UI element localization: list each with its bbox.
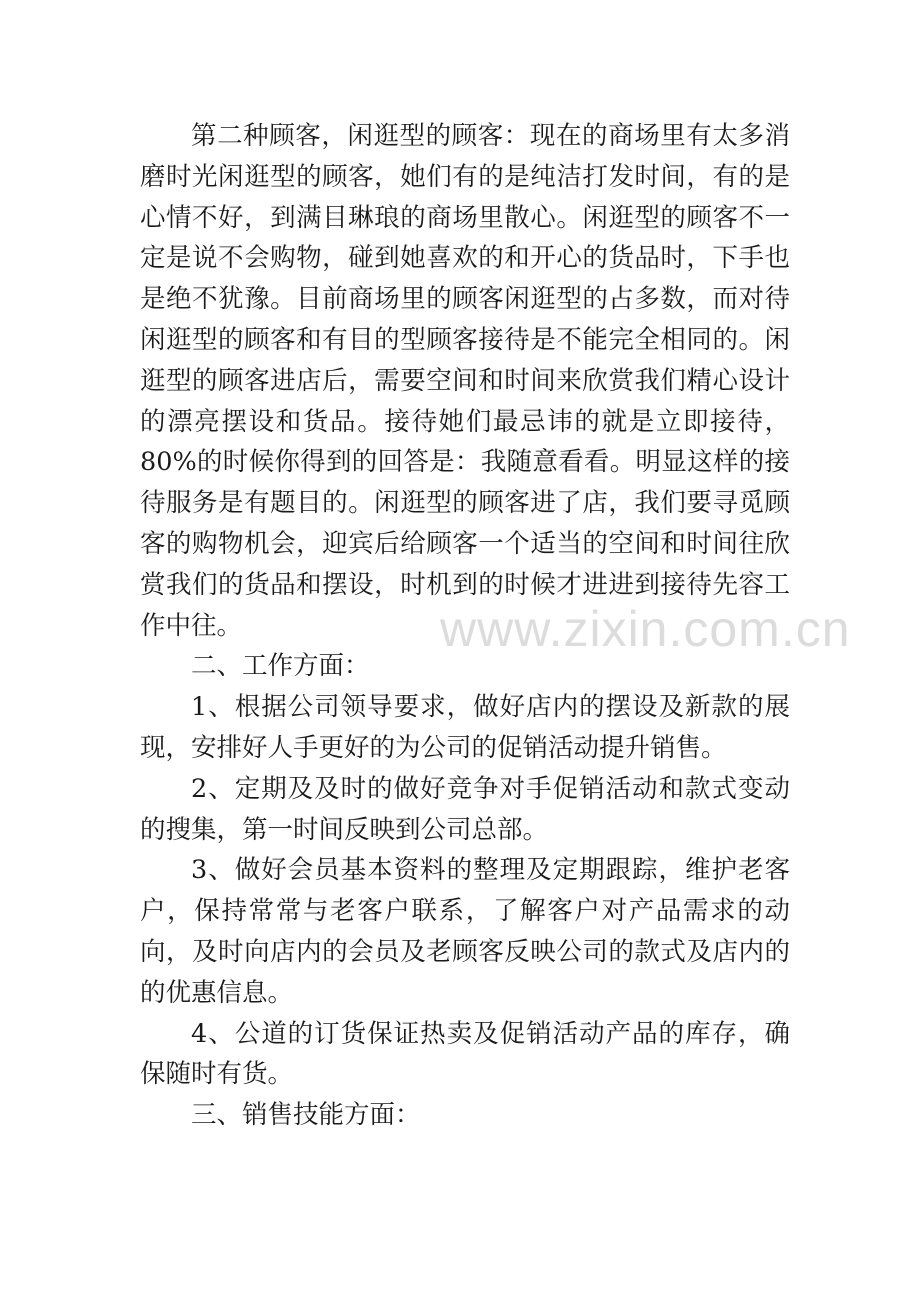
list-item-2: 2、定期及及时的做好竞争对手促销活动和款式变动的搜集，第一时间反映到公司总部。 [140,773,790,845]
watermark: www.zixin.com.cn [440,601,851,657]
list-item-1: 1、根据公司领导要求，做好店内的摆设及新款的展现，安排好人手更好的为公司的促销活动提升销售。 [140,692,790,763]
heading-work-aspects: 二、工作方面： [191,651,370,682]
list-item-3: 3、做好会员基本资料的整理及定期跟踪，维护老客户，保持常常与老客户联系，了解客户对产品需求的动向，及时向店内的会员及老顾客反映公司的款式及店内的的优惠信息。 [140,855,790,1008]
paragraph-casual-customers: 第二种顾客，闲逛型的顾客：现在的商场里有太多消磨时光闲逛型的顾客，她们有的是纯洁打发时间，有的是心情不好，到满目琳琅的商场里散心。闲逛型的顾客不一定是说不会购物，碰到她喜欢的和开心的货品时，下手也是绝不犹豫。目前商场里的顾客闲逛型的占多数，而对待闲逛型的顾客和有目的型顾客接待是不能完全相同的。闲逛型的顾客进店后，需要空间和时间来欣赏我们精心设计的漂亮摆设和货品。接待她们最忌讳的就是立即接待，80%的时候你得到的回答是：我随意看看。明显这样的接待服务是有题目的。闲逛型的顾客进了店，我们要寻觅顾客的购物机会，迎宾后给顾客一个适当的空间和时间往欣赏我们的货品和摆设，时机到的时候才进进到接待先容工作中往。 [140,121,790,641]
heading-sales-skills: 三、销售技能方面： [191,1100,421,1131]
list-item-4: 4、公道的订货保证热卖及促销活动产品的库存，确保随时有货。 [140,1018,790,1090]
